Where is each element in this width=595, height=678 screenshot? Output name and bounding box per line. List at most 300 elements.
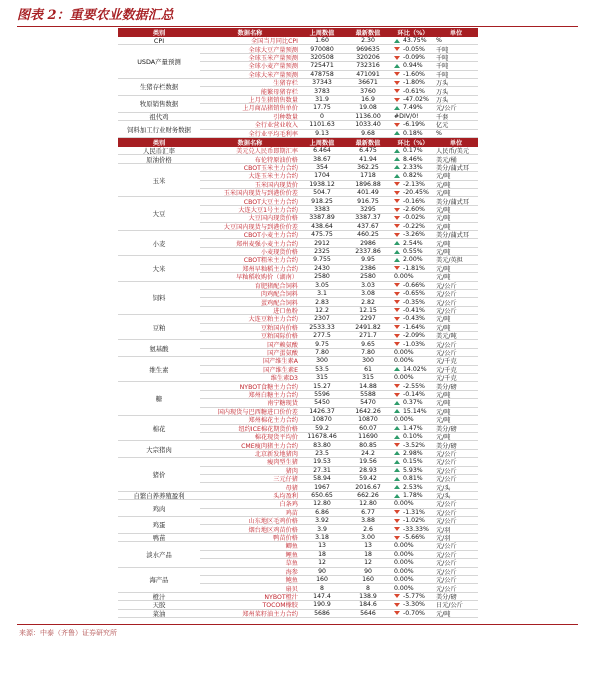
prev-value	[300, 551, 344, 558]
latest-value	[344, 96, 392, 103]
indicator-name-text: 鸭苗价格	[273, 535, 298, 542]
prev-value	[300, 214, 344, 221]
change-pct-text: 0.10%	[403, 433, 423, 441]
change-pct-text: -2.60%	[403, 206, 425, 214]
latest-value-text: 5646	[360, 609, 376, 617]
unit	[434, 282, 478, 289]
change-pct-text: -0.35%	[403, 298, 425, 306]
unit	[434, 273, 478, 280]
indicator-name-text: 上月生猪销售数量	[248, 97, 298, 104]
latest-value	[344, 37, 392, 44]
indicator-name-text: 进口鱼粉	[273, 307, 298, 315]
unit-text: 美元/桶	[436, 156, 457, 163]
latest-value	[344, 517, 392, 524]
arrow-up-icon	[394, 477, 400, 481]
unit	[434, 534, 478, 541]
unit-text: %	[436, 37, 442, 45]
prev-value	[300, 172, 344, 179]
unit	[434, 382, 478, 389]
indicator-name	[200, 231, 300, 238]
change-pct	[392, 467, 434, 474]
arrow-down-icon	[394, 283, 400, 287]
prev-value	[300, 290, 344, 297]
indicator-name	[200, 121, 300, 128]
latest-value-text: 12.15	[359, 306, 377, 314]
prev-value	[300, 248, 344, 255]
change-pct	[392, 71, 434, 78]
change-pct	[392, 593, 434, 600]
unit	[434, 458, 478, 465]
change-pct	[392, 164, 434, 171]
prev-value-text: 7.80	[315, 349, 329, 357]
latest-value-text: 2.6	[363, 525, 373, 533]
unit-text: 元/吨	[436, 215, 451, 222]
unit-text: 元/吨	[436, 207, 451, 214]
latest-value	[344, 601, 392, 608]
indicator-name	[200, 483, 300, 490]
header-prev: 上周数值	[309, 30, 335, 37]
change-pct	[392, 172, 434, 179]
indicator-name-text: 国内现货与巴西糖进口价价差	[217, 408, 298, 416]
unit	[434, 214, 478, 221]
latest-value-text: 300	[362, 357, 374, 365]
latest-value-text: 2386	[360, 264, 376, 272]
unit	[434, 500, 478, 507]
prev-value-text: 1426.37	[309, 407, 335, 415]
arrow-down-icon	[394, 308, 400, 312]
arrow-down-icon	[394, 603, 400, 607]
prev-value-text: 0	[320, 112, 324, 120]
unit-text: 元/吨	[436, 190, 451, 197]
latest-value-text: 2.30	[361, 37, 375, 45]
indicator-name-text: 大豆国内现货与到港价价差	[223, 223, 298, 231]
prev-value-text: 438.64	[311, 222, 333, 230]
indicator-name-text: CME瘦肉猪主力合约	[241, 442, 298, 449]
change-pct	[392, 87, 434, 94]
prev-value-text: 58.94	[313, 475, 331, 483]
change-pct-text: 0.94%	[403, 62, 423, 70]
prev-value	[300, 231, 344, 238]
latest-value-text: 5588	[360, 391, 376, 399]
unit	[434, 71, 478, 78]
unit-text: 元/公斤	[436, 568, 457, 575]
prev-value	[300, 164, 344, 171]
unit-text: 美元/吨	[436, 333, 457, 340]
unit-text: 日元/公斤	[436, 602, 463, 609]
prev-value-text: 725471	[310, 62, 334, 70]
indicator-name	[200, 223, 300, 230]
prev-value	[300, 509, 344, 516]
change-pct	[392, 441, 434, 448]
unit	[434, 433, 478, 440]
indicator-name	[200, 172, 300, 179]
prev-value-text: 23.5	[315, 449, 329, 457]
prev-value-text: 650.65	[311, 492, 333, 500]
indicator-name	[200, 399, 300, 406]
change-pct	[392, 509, 434, 516]
prev-value-text: 1704	[314, 172, 330, 180]
latest-value	[344, 593, 392, 600]
indicator-name	[200, 273, 300, 280]
unit	[434, 332, 478, 339]
prev-value-text: 6.464	[313, 147, 331, 155]
latest-value-text: 60.07	[359, 424, 377, 432]
unit	[434, 425, 478, 432]
indicator-name	[200, 517, 300, 524]
change-pct-text: 0.00%	[394, 374, 414, 382]
prev-value-text: 3.05	[315, 281, 329, 289]
latest-value-text: 401.49	[357, 189, 379, 197]
unit	[434, 307, 478, 314]
unit	[434, 113, 478, 120]
prev-value	[300, 399, 344, 406]
change-pct-text: -1.60%	[403, 70, 425, 78]
change-pct-text: 0.55%	[403, 248, 423, 256]
unit	[434, 79, 478, 86]
change-pct-text: 0.00%	[394, 500, 414, 508]
change-pct-text: -0.05%	[403, 45, 425, 53]
latest-value-text: 12	[364, 559, 372, 567]
indicator-name-text: CBOT小麦主力合约	[243, 232, 298, 239]
unit-text: 元/头	[436, 493, 451, 500]
prev-value	[300, 349, 344, 356]
indicator-name-text: 大豆国内现货价格	[248, 215, 298, 222]
prev-value	[300, 559, 344, 566]
unit	[434, 147, 478, 154]
latest-value-text: 3.88	[361, 517, 375, 525]
arrow-up-icon	[394, 426, 400, 430]
arrow-up-icon	[394, 468, 400, 472]
latest-value	[344, 214, 392, 221]
indicator-name-text: 猪肉	[285, 467, 298, 474]
latest-value	[344, 483, 392, 490]
indicator-name	[200, 315, 300, 322]
arrow-up-icon	[394, 435, 400, 439]
prev-value-text: 2580	[314, 273, 330, 281]
prev-value	[300, 273, 344, 280]
change-pct	[392, 62, 434, 69]
change-pct-text: -0.43%	[403, 315, 425, 323]
latest-value	[344, 147, 392, 154]
latest-value	[344, 181, 392, 188]
change-pct	[392, 357, 434, 364]
prev-value	[300, 357, 344, 364]
latest-value-text: 2337.86	[355, 248, 381, 256]
change-pct	[392, 450, 434, 457]
change-pct-text: 2.98%	[403, 449, 423, 457]
prev-value-text: 5450	[314, 399, 330, 407]
change-pct-text: 0.00%	[394, 559, 414, 567]
latest-value	[344, 121, 392, 128]
change-pct	[392, 315, 434, 322]
arrow-up-icon	[394, 258, 400, 262]
prev-value	[300, 189, 344, 196]
latest-value	[344, 87, 392, 94]
unit-text: 千套	[436, 113, 449, 121]
change-pct-text: -0.14%	[403, 391, 425, 399]
indicator-name-text: 草鱼	[285, 560, 298, 567]
indicator-name	[200, 584, 300, 591]
unit-text: 元/吨	[436, 173, 451, 180]
prev-value-text: 147.4	[313, 592, 331, 600]
change-pct	[392, 121, 434, 128]
unit-text: 美分/蒲式耳	[436, 198, 470, 205]
latest-value	[344, 467, 392, 474]
indicator-name	[200, 542, 300, 549]
indicator-name-text: 育肥猪配合饲料	[254, 282, 298, 289]
change-pct-text: 0.00%	[394, 567, 414, 575]
change-pct	[392, 37, 434, 44]
arrow-down-icon	[394, 208, 400, 212]
indicator-name	[200, 214, 300, 221]
latest-value	[344, 290, 392, 297]
change-pct	[392, 584, 434, 591]
indicator-name	[200, 197, 300, 204]
header2-name: 数据名称	[237, 139, 263, 147]
prev-value	[300, 467, 344, 474]
indicator-name-text: 全行业营业收入	[254, 122, 298, 129]
indicator-name	[200, 290, 300, 297]
unit	[434, 45, 478, 52]
header2-latest: 最新数值	[355, 139, 381, 147]
latest-value	[344, 62, 392, 69]
prev-value-text: 15.27	[313, 382, 331, 390]
prev-value-text: 320508	[310, 54, 334, 62]
unit	[434, 399, 478, 406]
change-pct	[392, 206, 434, 213]
prev-value	[300, 239, 344, 246]
change-pct	[392, 54, 434, 61]
change-pct-text: -33.33%	[403, 525, 429, 533]
change-pct	[392, 408, 434, 415]
indicator-name-text: 维生素D3	[270, 375, 298, 382]
prev-value-text: 354	[316, 163, 328, 171]
arrow-down-icon	[394, 56, 400, 60]
prev-value	[300, 307, 344, 314]
prev-value	[300, 483, 344, 490]
change-pct-text: -0.16%	[403, 197, 425, 205]
latest-value	[344, 256, 392, 263]
latest-value	[344, 610, 392, 617]
prev-value	[300, 332, 344, 339]
unit	[434, 475, 478, 482]
indicator-name-text: 国产维生素E	[263, 366, 298, 374]
indicator-name-text: 鲫鱼	[285, 543, 298, 550]
latest-value-text: 41.94	[359, 155, 377, 163]
change-pct	[392, 349, 434, 356]
latest-value	[344, 307, 392, 314]
unit	[434, 189, 478, 196]
indicator-name	[200, 467, 300, 474]
latest-value-text: 8	[366, 584, 370, 592]
prev-value	[300, 425, 344, 432]
indicator-name	[200, 206, 300, 213]
unit-text: 元/公斤	[436, 105, 457, 112]
indicator-name	[200, 332, 300, 339]
arrow-down-icon	[394, 123, 400, 127]
unit-text: 元/公斤	[436, 307, 457, 315]
unit	[434, 54, 478, 61]
unit	[434, 290, 478, 297]
latest-value	[344, 416, 392, 423]
prev-value-text: 3.9	[317, 525, 327, 533]
latest-value-text: 19.08	[359, 104, 377, 112]
unit-text: 千吨	[436, 63, 449, 70]
latest-value-text: 24.2	[361, 449, 375, 457]
change-pct	[392, 147, 434, 154]
indicator-name	[200, 559, 300, 566]
arrow-down-icon	[394, 611, 400, 615]
unit-text: 元/公斤	[436, 518, 457, 525]
latest-value	[344, 79, 392, 86]
unit-text: 美分/蒲式耳	[436, 164, 470, 172]
change-pct-text: 2.00%	[403, 256, 423, 264]
latest-value	[344, 206, 392, 213]
unit	[434, 324, 478, 331]
change-pct	[392, 332, 434, 339]
latest-value	[344, 104, 392, 111]
unit-text: 美分/蒲式耳	[436, 232, 470, 239]
indicator-name-text: NYBOT橙汁	[264, 593, 298, 601]
prev-value-text: 10870	[312, 416, 332, 424]
prev-value-text: 18	[318, 550, 326, 558]
indicator-name	[200, 500, 300, 507]
category-cell: 橙汁	[118, 593, 200, 601]
change-pct	[392, 458, 434, 465]
category-cell: 天胶	[118, 601, 200, 609]
indicator-name	[200, 248, 300, 255]
prev-value	[300, 433, 344, 440]
prev-value	[300, 87, 344, 94]
indicator-name	[200, 37, 300, 44]
indicator-name	[200, 113, 300, 120]
change-pct-text: -1.02%	[403, 517, 425, 525]
prev-value	[300, 450, 344, 457]
unit	[434, 584, 478, 591]
latest-value	[344, 298, 392, 305]
latest-value-text: 5470	[360, 399, 376, 407]
prev-value	[300, 441, 344, 448]
category-cell: CPI	[118, 37, 200, 45]
unit	[434, 525, 478, 532]
latest-value	[344, 45, 392, 52]
change-pct-text: -3.26%	[403, 231, 425, 239]
indicator-name-text: 郑州棉花主力合约	[248, 417, 298, 424]
latest-value	[344, 357, 392, 364]
unit-text: 元/公斤	[436, 551, 457, 559]
change-pct	[392, 104, 434, 111]
prev-value-text: 37343	[312, 79, 332, 87]
arrow-down-icon	[394, 292, 400, 296]
latest-value	[344, 71, 392, 78]
latest-value	[344, 239, 392, 246]
category-cell: 氨基酸	[118, 340, 200, 357]
latest-value-text: 10870	[358, 416, 378, 424]
change-pct	[392, 576, 434, 583]
prev-value	[300, 576, 344, 583]
indicator-name	[200, 307, 300, 314]
indicator-name	[200, 408, 300, 415]
change-pct	[392, 181, 434, 188]
prev-value	[300, 104, 344, 111]
prev-value	[300, 458, 344, 465]
unit	[434, 265, 478, 272]
indicator-name-text: 布伦特原油价格	[254, 156, 298, 163]
latest-value	[344, 332, 392, 339]
arrow-up-icon	[394, 367, 400, 371]
prev-value	[300, 324, 344, 331]
latest-value	[344, 425, 392, 432]
latest-value-text: 11690	[358, 433, 378, 441]
prev-value	[300, 223, 344, 230]
change-pct	[392, 601, 434, 608]
prev-value	[300, 265, 344, 272]
prev-value	[300, 206, 344, 213]
category-cell: 鸡肉	[118, 500, 200, 517]
unit-text: 亿元	[436, 122, 449, 129]
arrow-up-icon	[394, 401, 400, 405]
category-cell: 豆粕	[118, 315, 200, 340]
header2-category: 类别	[152, 139, 166, 147]
change-pct	[392, 231, 434, 238]
change-pct	[392, 45, 434, 52]
change-pct-text: -0.41%	[403, 306, 425, 314]
prev-value	[300, 366, 344, 373]
change-pct-text: 15.14%	[403, 407, 427, 415]
latest-value-text: 9.68	[361, 129, 375, 137]
unit	[434, 542, 478, 549]
indicator-name	[200, 147, 300, 154]
indicator-name-text: 鲤鱼	[285, 551, 298, 559]
figure-title: 图表 2：重要农业数据汇总	[17, 8, 174, 23]
change-pct	[392, 340, 434, 347]
change-pct	[392, 265, 434, 272]
indicator-name-text: 郑州麦强小麦主力合约	[236, 240, 298, 247]
indicator-name-text: 烟台地区鸡苗价格	[248, 526, 298, 533]
change-pct-text: -0.09%	[403, 54, 425, 62]
indicator-name-text: NYBOT食糖主力合约	[239, 383, 298, 390]
latest-value-text: 3.08	[361, 290, 375, 298]
indicator-name	[200, 601, 300, 608]
arrow-down-icon	[394, 594, 400, 598]
prev-value	[300, 568, 344, 575]
prev-value-text: 3.18	[315, 534, 329, 542]
prev-value	[300, 525, 344, 532]
source-rule	[17, 624, 578, 625]
indicator-name	[200, 96, 300, 103]
prev-value-text: 53.5	[315, 365, 329, 373]
latest-value	[344, 382, 392, 389]
latest-value	[344, 231, 392, 238]
latest-value-text: 19.56	[359, 458, 377, 466]
arrow-down-icon	[394, 191, 400, 195]
indicator-name-text: 山东地区毛鸡价格	[248, 518, 298, 525]
unit	[434, 610, 478, 617]
prev-value-text: 970080	[310, 45, 334, 53]
change-pct-text: 0.00%	[394, 576, 414, 584]
category-cell: 牧原销售数据	[118, 96, 200, 113]
prev-value-text: 83.80	[313, 441, 331, 449]
latest-value-text: 18	[364, 550, 372, 558]
change-pct	[392, 517, 434, 524]
prev-value-text: 918.25	[311, 197, 333, 205]
prev-value-text: 8	[320, 584, 324, 592]
change-pct-text: -0.22%	[403, 222, 425, 230]
prev-value	[300, 298, 344, 305]
indicator-name-text: CBOT大豆主力合约	[243, 198, 298, 205]
change-pct	[392, 239, 434, 246]
latest-value-text: 13	[364, 542, 372, 550]
